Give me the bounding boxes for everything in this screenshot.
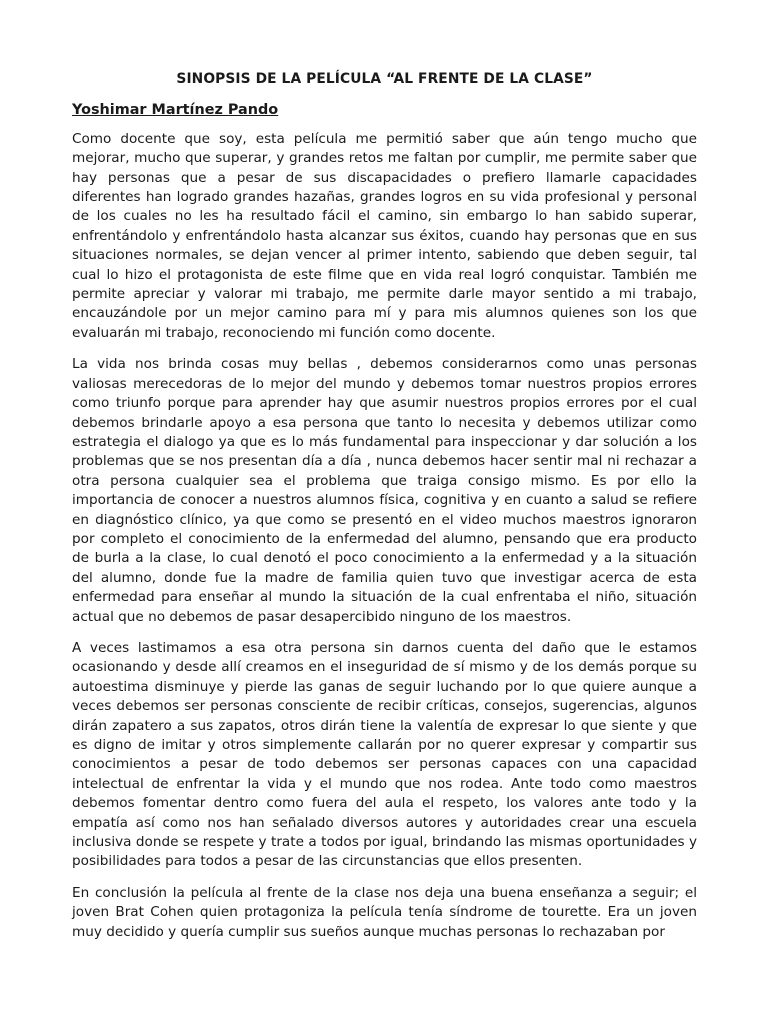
- document-page: [72, 70, 697, 954]
- paragraph: La vida nos brinda cosas muy bellas , debemos considerarnos como unas personas valiosas merecedoras de lo mejor del mundo y debemos tomar nuestros propios errores como triunfo porque para aprender hay que asumir nuestros propios errores por el cual debemos brindarle apoyo a esa persona que tanto lo necesita y debemos utilizar como estrategia el dialogo ya que es lo más fundamental para inspeccionar y dar solución a los problemas que se nos presentan día a día , nunca debemos hacer sentir mal ni rechazar a otra persona cualquier sea el problema que traiga consigo mismo. Es por ello la importancia de conocer a nuestros alumnos física, cognitiva y en cuanto a salud se refiere en diagnóstico clínico, ya que como se presentó en el video muchos maestros ignoraron por completo el conocimiento de la enfermedad del alumno, pensando que era producto de burla a la clase, lo cual denotó el poco conocimiento a la enfermedad y a la situación del alumno, donde fue la madre de familia quien tuvo que investigar acerca de esta enfermedad para enseñar al mundo la situación de la cual enfrentaba el niño, situación actual que no debemos de pasar desapercibido ninguno de los maestros.: [72, 356, 697, 625]
- author-name: Yoshimar Martínez Pando: [72, 102, 279, 119]
- paragraph: A veces lastimamos a esa otra persona sin darnos cuenta del daño que le estamos ocasionando y desde allí creamos en el inseguridad de sí mismo y de los demás porque su autoestima disminuye y pierde las ganas de seguir luchando por lo que quiere aunque a veces debemos ser personas consciente de recibir críticas, consejos, sugerencias, algunos dirán zapatero a sus zapatos, otros dirán tiene la valentía de expresar lo que siente y que es digno de imitar y otros simplemente callarán por no querer expresar y compartir sus conocimientos a pesar de todo debemos ser personas capaces con una capacidad intelectual de enfrentar la vida y el mundo que nos rodea. Ante todo como maestros debemos fomentar dentro como fuera del aula el respeto, los valores ante todo y la empatía así como nos han señalado diversos autores y autoridades crear una escuela inclusiva donde se respete y trate a todos por igual, brindando las mismas oportunidades y posibilidades para todos a pesar de las circunstancias que ellos presenten.: [72, 639, 697, 870]
- document-title: SINOPSIS DE LA PELÍCULA “AL FRENTE DE LA CLASE”: [176, 71, 593, 87]
- paragraph: En conclusión la película al frente de la clase nos deja una buena enseñanza a seguir; el joven Brat Cohen quien protagoniza la película tenía síndrome de tourette. Era un joven muy decidido y quería cumplir sus sueños aunque muchas personas lo rechazaban por: [72, 884, 697, 940]
- paragraph: Como docente que soy, esta película me permitió saber que aún tengo mucho que mejorar, mucho que superar, y grandes retos me faltan por cumplir, me permite saber que hay personas que a pesar de sus discapacidades o prefiero llamarle capacidades diferentes han logrado grandes hazañas, grandes logros en su vida profesional y personal de los cuales no les ha resultado fácil el camino, sin embargo lo han sabido superar, enfrentándolo y enfrentándolo hasta alcanzar sus éxitos, cuando hay personas que en sus situaciones normales, se dejan vencer al primer intento, sabiendo que deben seguir, tal cual lo hizo el protagonista de este filme que en vida real logró conquistar. También me permite apreciar y valorar mi trabajo, me permite darle mayor sentido a mi trabajo, encauzándole por un mejor camino para mí y para mis alumnos quienes son los que evaluarán mi trabajo, reconociendo mi función como docente.: [72, 130, 697, 341]
